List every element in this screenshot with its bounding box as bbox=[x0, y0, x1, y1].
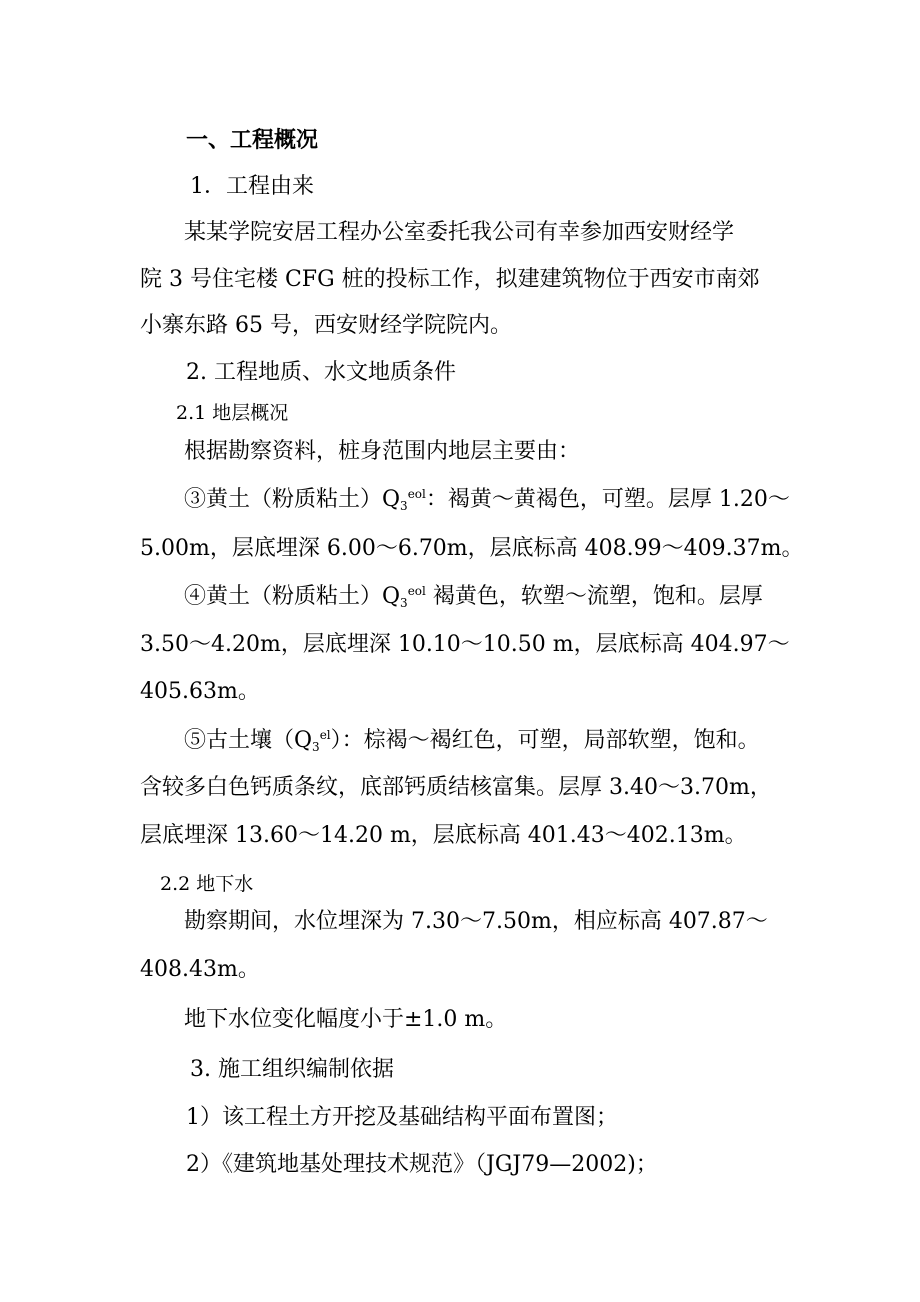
layer-3-line-2: 5.00m，层底埋深 6.00～6.70m，层底标高 408.99～409.37m。 bbox=[140, 536, 804, 561]
layer-4-line-3: 405.63m。 bbox=[140, 679, 260, 704]
paragraph-origin-line-3: 小寨东路 65 号，西安财经学院院内。 bbox=[140, 313, 512, 338]
layer-4-name: ④黄土（粉质粘土）Q bbox=[184, 584, 401, 609]
layer-3-line-1 bbox=[184, 485, 790, 515]
layer-4-line-1 bbox=[184, 582, 763, 612]
layer-5-line-3: 层底埋深 13.60～14.20 m，层底标高 401.43～402.13m。 bbox=[140, 823, 747, 848]
paragraph-origin-line-2: 院 3 号住宅楼 CFG 桩的投标工作，拟建建筑物位于西安市南郊 bbox=[140, 267, 760, 292]
layer-5-line-1 bbox=[184, 726, 760, 756]
layer-4-line-2: 3.50～4.20m，层底埋深 10.10～10.50 m，层底标高 404.97～ bbox=[140, 632, 790, 657]
subsection-title-origin: 1．工程由来 bbox=[190, 174, 314, 199]
layer-4-superscript: eol bbox=[407, 584, 426, 598]
layer-3-name: ③黄土（粉质粘土）Q bbox=[184, 487, 401, 512]
subsection-title-basis: 3. 施工组织编制依据 bbox=[190, 1057, 394, 1082]
paragraph-water-variation: 地下水位变化幅度小于±1.0 m。 bbox=[184, 1007, 508, 1032]
layer-5-superscript: el bbox=[319, 728, 331, 742]
subsection-title-groundwater: 2.2 地下水 bbox=[160, 873, 254, 895]
paragraph-groundwater-line-1: 勘察期间，水位埋深为 7.30～7.50m，相应标高 407.87～ bbox=[184, 909, 768, 934]
basis-item-2: 2）《建筑地基处理技术规范》（JGJ79—2002)； bbox=[186, 1152, 658, 1177]
layer-4-subscript: 3 bbox=[400, 596, 408, 610]
subsection-title-geology: 2. 工程地质、水文地质条件 bbox=[186, 360, 456, 385]
layer-3-superscript: eol bbox=[407, 487, 426, 501]
layer-4-description: 褐黄色，软塑～流塑，饱和。层厚 bbox=[425, 584, 763, 609]
subsection-title-strata: 2.1 地层概况 bbox=[176, 402, 289, 424]
paragraph-strata-intro: 根据勘察资料，桩身范围内地层主要由： bbox=[184, 439, 581, 464]
paragraph-origin-line-1: 某某学院安居工程办公室委托我公司有幸参加西安财经学 bbox=[184, 220, 735, 245]
layer-3-subscript: 3 bbox=[400, 499, 408, 513]
section-heading: 一、工程概况 bbox=[186, 128, 319, 153]
layer-5-line-2: 含较多白色钙质条纹，底部钙质结核富集。层厚 3.40～3.70m， bbox=[140, 775, 772, 800]
paragraph-groundwater-line-2: 408.43m。 bbox=[140, 957, 260, 982]
basis-item-1: 1）该工程土方开挖及基础结构平面布置图； bbox=[186, 1105, 618, 1130]
layer-5-name: ⑤古土壤（Q bbox=[184, 728, 313, 753]
layer-5-description: ）：棕褐～褐红色，可塑，局部软塑，饱和。 bbox=[330, 728, 760, 753]
layer-3-description: ：褐黄～黄褐色，可塑。层厚 1.20～ bbox=[425, 487, 790, 512]
layer-5-subscript: 3 bbox=[312, 740, 320, 754]
